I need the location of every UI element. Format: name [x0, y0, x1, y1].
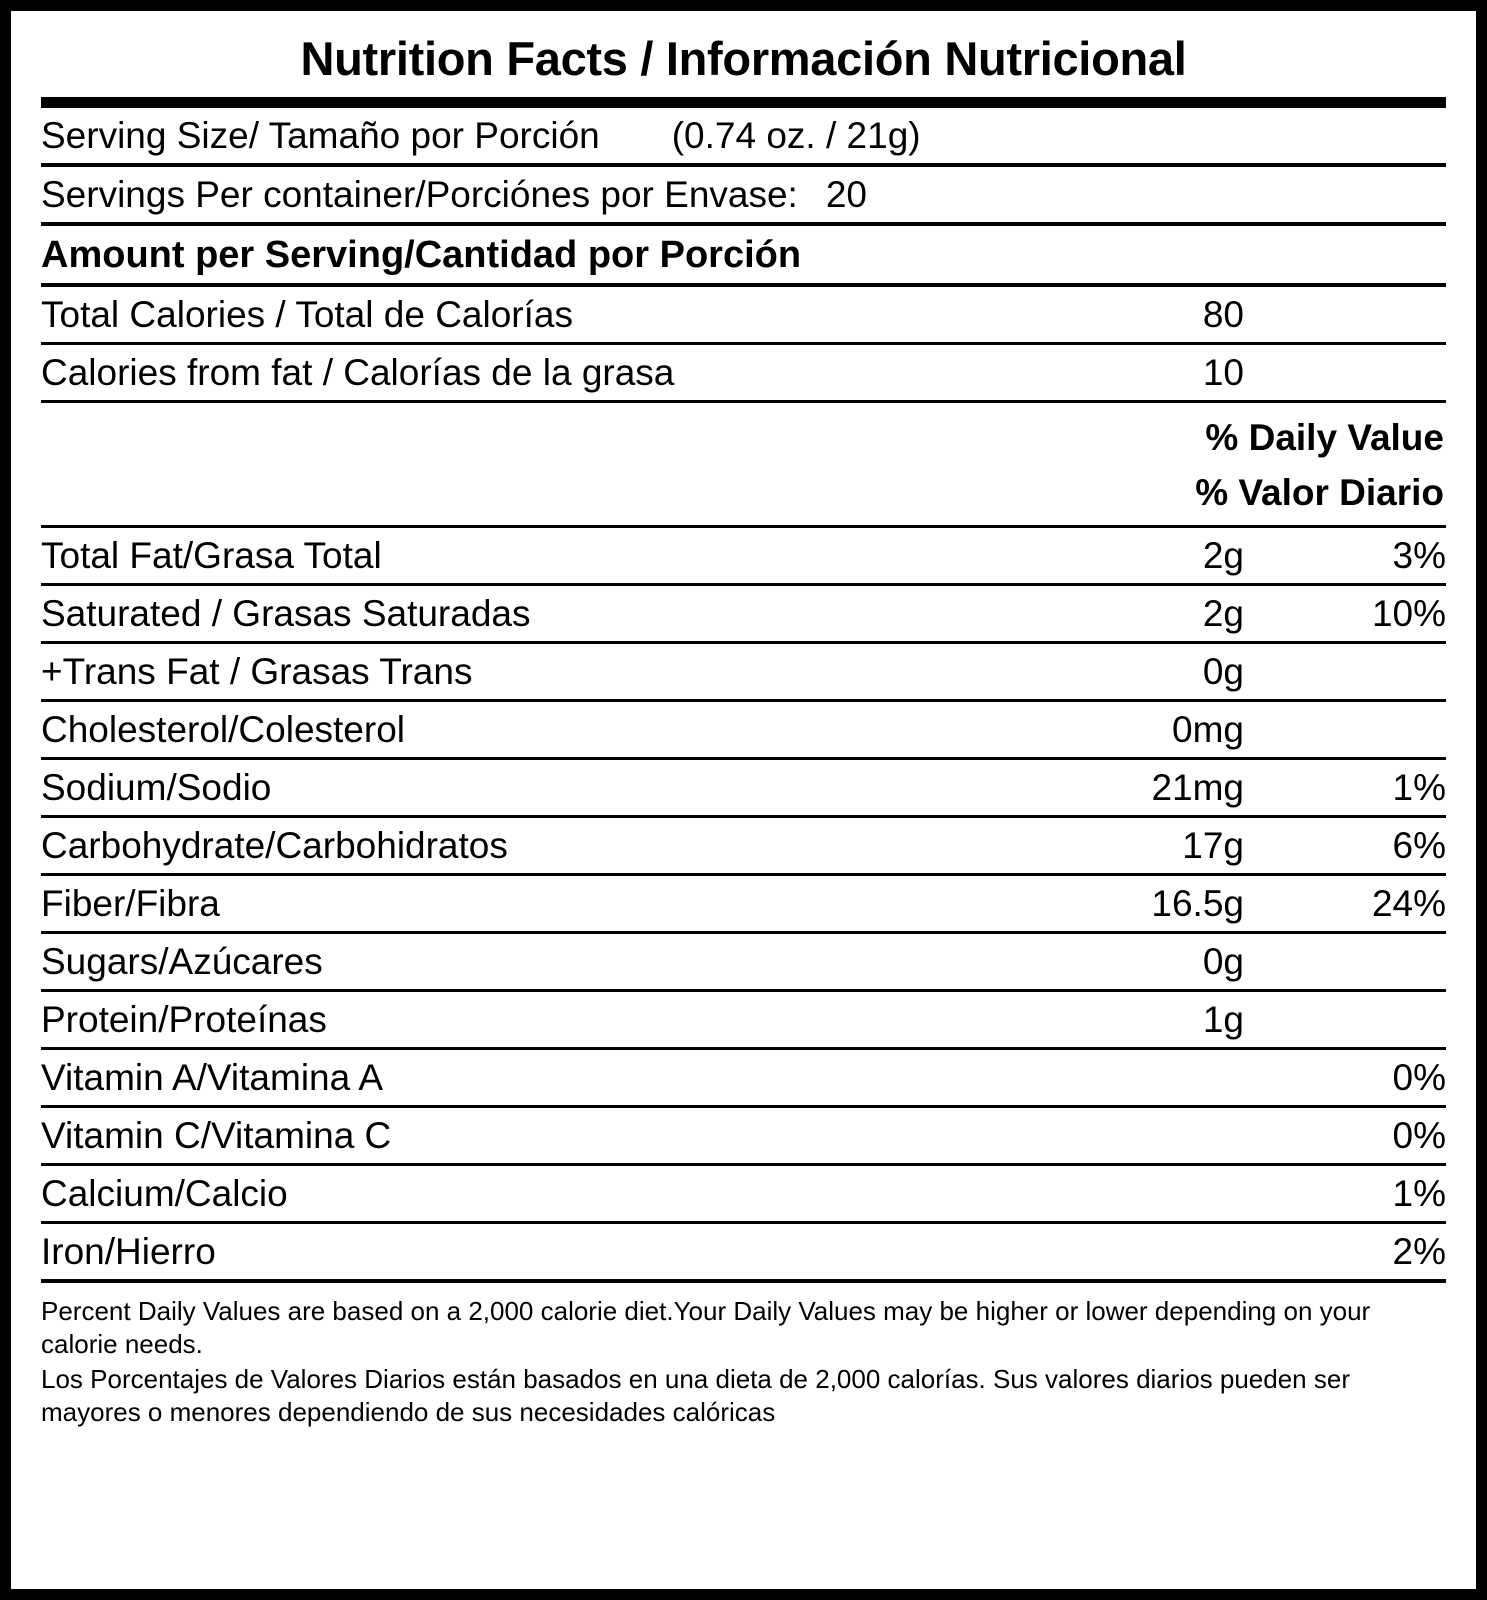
total-calories-row — [41, 287, 1446, 342]
nutrient-amount: 21mg — [1151, 766, 1244, 808]
nutrient-row — [41, 818, 1446, 873]
nutrient-name: Carbohydrate/Carbohidratos — [41, 824, 508, 866]
nutrient-amount: 0g — [1202, 650, 1244, 692]
nutrient-name: Total Fat/Grasa Total — [41, 534, 382, 576]
nutrient-dv: 10% — [1371, 592, 1446, 634]
daily-value-header-en: % Daily Value — [1205, 416, 1444, 458]
nutrient-amount: 17g — [1182, 824, 1244, 866]
nutrient-row — [41, 876, 1446, 931]
nutrient-row — [41, 992, 1446, 1047]
servings-per-container-value: 20 — [825, 173, 867, 215]
label-content — [11, 11, 1476, 1589]
divider-thick — [41, 97, 1446, 108]
nutrient-name: Vitamin A/Vitamina A — [41, 1056, 384, 1098]
nutrient-name: Sugars/Azúcares — [41, 940, 323, 982]
servings-per-container-label: Servings Per container/Porciónes por Envase: — [41, 173, 798, 215]
nutrient-name: Vitamin C/Vitamina C — [41, 1114, 392, 1156]
nutrient-dv: 6% — [1392, 824, 1446, 866]
total-calories-value: 80 — [1202, 293, 1244, 335]
nutrient-row — [41, 586, 1446, 641]
nutrient-row — [41, 702, 1446, 757]
nutrient-row — [41, 1108, 1446, 1163]
nutrient-amount: 0mg — [1172, 708, 1244, 750]
calories-from-fat-value: 10 — [1202, 351, 1244, 393]
nutrient-row — [41, 1224, 1446, 1279]
page-title: Nutrition Facts / Información Nutricional — [300, 32, 1187, 85]
daily-value-header-es: % Valor Diario — [1195, 471, 1444, 513]
nutrient-row — [41, 1166, 1446, 1221]
nutrient-dv: 24% — [1371, 882, 1446, 924]
nutrient-row — [41, 934, 1446, 989]
nutrient-dv: 1% — [1392, 1172, 1446, 1214]
nutrient-amount: 1g — [1202, 998, 1244, 1040]
calories-from-fat-label: Calories from fat / Calorías de la grasa — [41, 351, 675, 393]
nutrient-dv: 0% — [1392, 1114, 1446, 1156]
nutrient-amount: 2g — [1202, 592, 1244, 634]
nutrient-name: Protein/Proteínas — [41, 998, 327, 1040]
nutrient-dv: 3% — [1392, 534, 1446, 576]
amount-per-serving-label: Amount per Serving/Cantidad por Porción — [41, 233, 802, 276]
serving-size-row — [41, 108, 1446, 163]
nutrient-row — [41, 528, 1446, 583]
nutrient-name: Sodium/Sodio — [41, 766, 272, 808]
nutrient-name: Calcium/Calcio — [41, 1172, 288, 1214]
nutrient-name: Iron/Hierro — [41, 1230, 216, 1272]
serving-size-label: Serving Size/ Tamaño por Porción — [41, 114, 600, 156]
nutrient-row — [41, 1050, 1446, 1105]
nutrient-dv: 1% — [1392, 766, 1446, 808]
nutrient-dv: 2% — [1392, 1230, 1446, 1272]
nutrient-name: Saturated / Grasas Saturadas — [41, 592, 531, 634]
footnote-line-es: Los Porcentajes de Valores Diarios están basados en una dieta de 2,000 calorías. Sus valores diarios pueden ser mayores o menores dependiendo de sus necesidades calóricas — [41, 1364, 1350, 1428]
calories-from-fat-row — [41, 345, 1446, 400]
nutrient-amount: 0g — [1202, 940, 1244, 982]
nutrient-name: +Trans Fat / Grasas Trans — [41, 650, 473, 692]
footnote-line-en: Percent Daily Values are based on a 2,000 calorie diet.Your Daily Values may be higher or lower depending on your calorie needs. — [41, 1295, 1371, 1359]
serving-size-value: (0.74 oz. / 21g) — [671, 114, 921, 156]
nutrient-dv: 0% — [1392, 1056, 1446, 1098]
footnote — [41, 1283, 1446, 1430]
nutrient-row — [41, 644, 1446, 699]
total-calories-label: Total Calories / Total de Calorías — [41, 293, 573, 335]
servings-per-container-row — [41, 167, 1446, 222]
nutrient-name: Fiber/Fibra — [41, 882, 220, 924]
nutrient-amount: 2g — [1202, 534, 1244, 576]
nutrient-amount: 16.5g — [1151, 882, 1244, 924]
nutrient-name: Cholesterol/Colesterol — [41, 708, 406, 750]
nutrient-row — [41, 760, 1446, 815]
